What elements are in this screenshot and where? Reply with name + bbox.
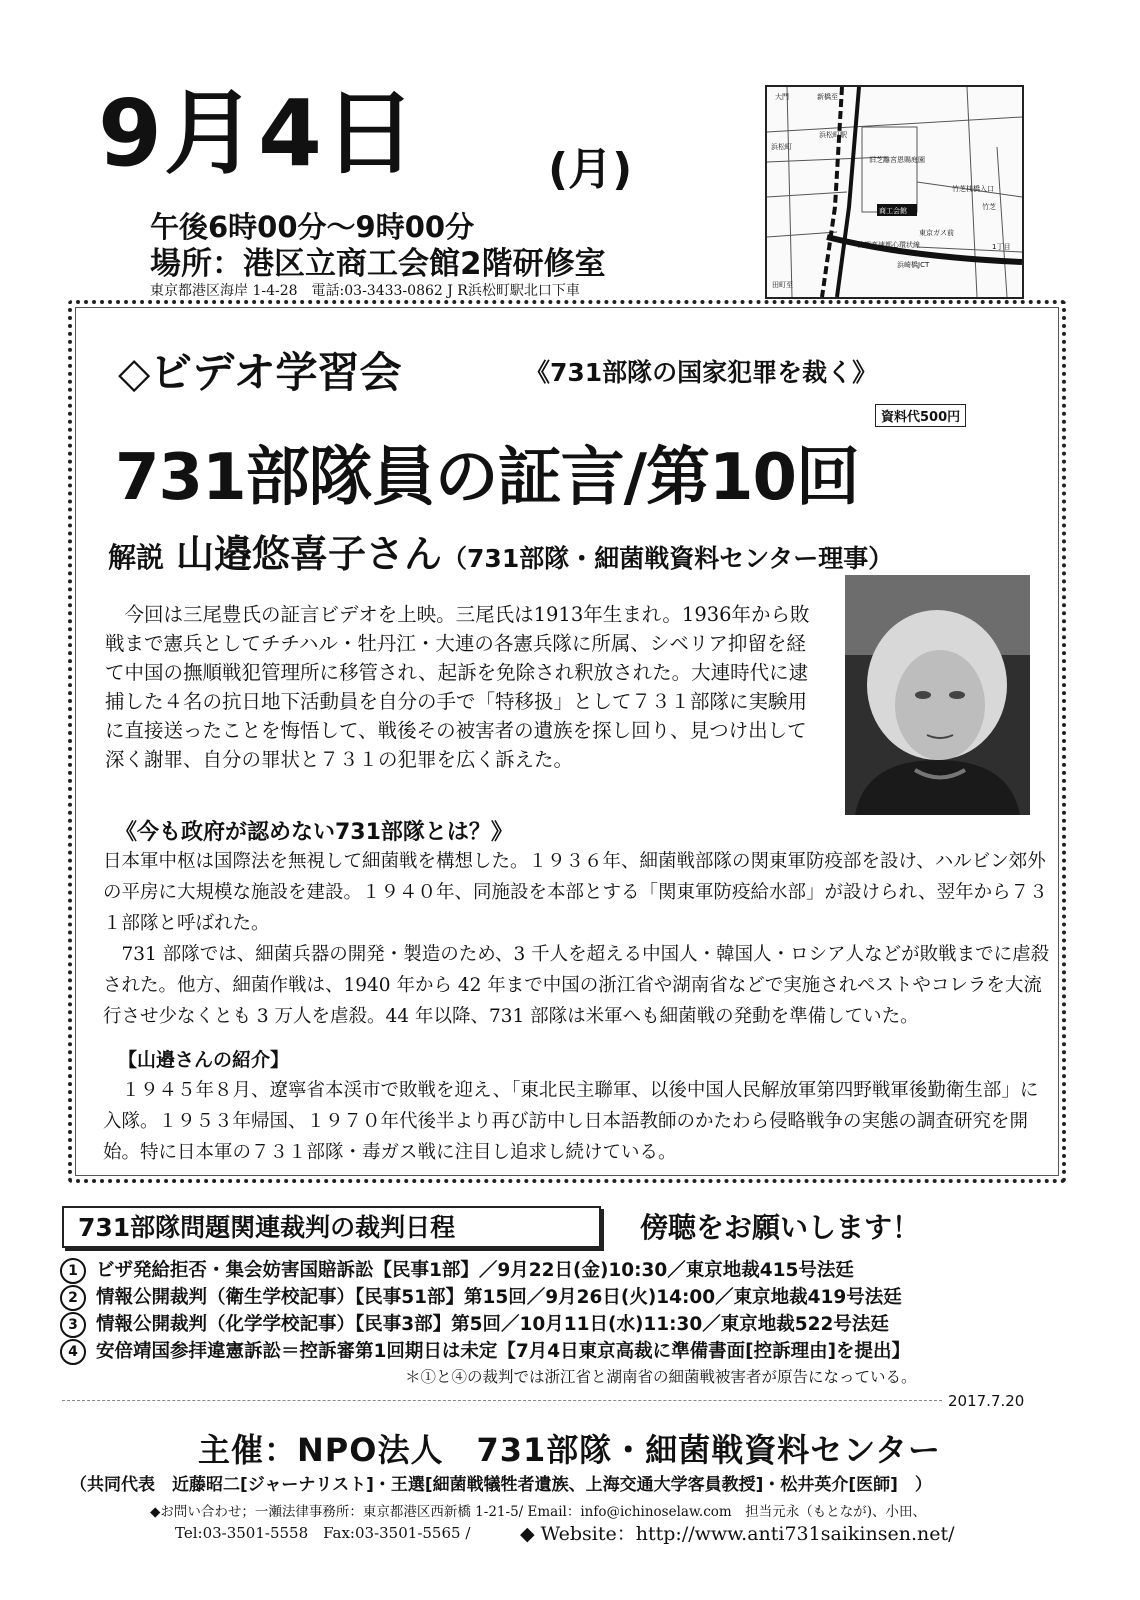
item-number: 1 bbox=[60, 1258, 86, 1284]
video-session-subtitle: 《731部隊の国家犯罪を裁く》 bbox=[525, 358, 878, 387]
map-drawing bbox=[767, 87, 1022, 297]
item-text: 安倍靖国参拝違憲訴訟＝控訴審第1回期日は未定【7月4日東京高裁に準備書面[控訴理由]を提出】 bbox=[96, 1341, 911, 1362]
map-label: 大門 bbox=[775, 93, 789, 101]
website-link[interactable]: ◆ Website：http://www.anti731saikinsen.net/ bbox=[520, 1523, 955, 1545]
item-text: 情報公開裁判（化学学校記事）【民事3部】第5回／10月11日(水)11:30／東京地裁522号法廷 bbox=[96, 1314, 889, 1335]
list-item bbox=[60, 1256, 1060, 1283]
portrait-image bbox=[845, 575, 1030, 815]
commentary-label: 解説 bbox=[108, 541, 165, 574]
map-label: 1丁目 bbox=[992, 243, 1011, 251]
profile-heading: 【山邉さんの紹介】 bbox=[118, 1049, 290, 1071]
map-label: 旧芝離宮恩賜庭園 bbox=[869, 156, 925, 164]
map-label: 浜崎橋JCT bbox=[897, 261, 930, 269]
speaker-portrait bbox=[845, 575, 1030, 815]
issue-date: 2017.7.20 bbox=[948, 1392, 1025, 1410]
co-representatives: （共同代表 近藤昭二[ジャーナリスト]・王選[細菌戦犠牲者遺族、上海交通大学客員教授]・松井英介[医師] ） bbox=[70, 1475, 932, 1495]
list-item bbox=[60, 1283, 1060, 1310]
profile-paragraph: １９４５年８月、遼寧省本渓市で敗戦を迎え、「東北民主聯軍、以後中国人民解放軍第四野戦軍後勤衛生部」に入隊。１９５３年帰国、１９７０年代後半より再び訪中し日本語教師のかたわら侵略戦争の実態の調査研究を開始。特に日本軍の７３１部隊・毒ガス戦に注目し追求し続けている。 bbox=[103, 1080, 1039, 1163]
commentary-line bbox=[108, 523, 893, 578]
map-label: 浜松町 bbox=[771, 143, 792, 151]
map-label: 新橋至 bbox=[817, 93, 838, 101]
map-label: 竹芝桟橋入口 bbox=[952, 185, 994, 193]
map-label: 商工会館 bbox=[879, 207, 907, 215]
map-label: 竹芝 bbox=[982, 203, 996, 211]
schedule-note: ＊①と④の裁判では浙江省と湖南省の細菌戦被害者が原告になっている。 bbox=[405, 1368, 917, 1386]
item-text: ビザ発給拒否・集会妨害国賠訴訟【民事1部】／9月22日(金)10:30／東京地裁415号法廷 bbox=[96, 1260, 854, 1281]
map-label: 東京ガス前 bbox=[919, 229, 954, 237]
map-label: 首都高速都心環状線 bbox=[857, 241, 920, 249]
attendance-request: 傍聴をお願いします！ bbox=[640, 1211, 921, 1244]
map-label: 浜松町駅 bbox=[819, 131, 847, 139]
commentator-affiliation: （731部隊・細菌戦資料センター理事） bbox=[442, 544, 894, 573]
list-item bbox=[60, 1310, 1060, 1337]
main-title: 731部隊員の証言/第10回 bbox=[115, 441, 860, 515]
item-number: 3 bbox=[60, 1312, 86, 1338]
phone-fax: Tel:03-3501-5558 Fax:03-3501-5565 / bbox=[175, 1524, 471, 1542]
schedule-title: 731部隊問題関連裁判の裁判日程 bbox=[78, 1213, 456, 1242]
contact-info: ◆お問い合わせ；一瀬法律事務所：東京都港区西新橋 1-21-5/ Email：info@ichinoselaw.com 担当元永（もとなが)、小田、 bbox=[150, 1504, 926, 1520]
organizer: 主催：NPO法人 731部隊・細菌戦資料センター bbox=[198, 1431, 941, 1469]
event-date: 9月4日 bbox=[98, 80, 419, 187]
video-session-title: ◇ビデオ学習会 bbox=[118, 348, 402, 397]
item-number: 4 bbox=[60, 1339, 86, 1365]
list-item bbox=[60, 1337, 1060, 1364]
item-text: 情報公開裁判（衛生学校記事）【民事51部】第15回／9月26日(火)14:00／東京地裁419号法廷 bbox=[96, 1287, 902, 1308]
venue-address: 東京都港区海岸 1-4-28 電話:03-3433-0862 J R浜松町駅北口下車 bbox=[150, 283, 580, 299]
schedule-list bbox=[60, 1256, 1060, 1364]
history-paragraph-1: 日本軍中枢は国際法を無視して細菌戦を構想した。１９３６年、細菌戦部隊の関東軍防疫部を設け、ハルビン郊外の平房に大規模な施設を建設。１９４０年、同施設を本部とする「関東軍防疫給水部」が設けられ、翌年から７３１部隊と呼ばれた。 bbox=[103, 851, 1048, 934]
intro-paragraph: 今回は三尾豊氏の証言ビデオを上映。三尾氏は1913年生まれ。1936年から敗戦まで憲兵としてチチハル・牡丹江・大連の各憲兵隊に所属、シベリア抑留を経て中国の撫順戦犯管理所に移管され、起訴を免除され釈放された。大連時代に逮捕した４名の抗日地下活動員を自分の手で「特移扱」として７３１部隊に実験用に直接送ったことを悔悟して、戦後その被害者の遺族を探し回り、見つけ出して深く謝罪、自分の罪状と７３１の犯罪を広く訴えた。 bbox=[105, 603, 810, 771]
map-label: 田町至 bbox=[772, 281, 793, 289]
event-venue: 場所：港区立商工会館2階研修室 bbox=[150, 246, 606, 282]
history-text bbox=[103, 846, 1053, 1032]
event-time: 午後6時00分～9時00分 bbox=[150, 210, 475, 244]
divider bbox=[62, 1400, 942, 1401]
item-number: 2 bbox=[60, 1285, 86, 1311]
fee-badge: 資料代500円 bbox=[875, 404, 966, 427]
venue-map bbox=[765, 85, 1024, 299]
event-weekday: (月) bbox=[548, 144, 633, 195]
history-paragraph-2: 731 部隊では、細菌兵器の開発・製造のため、3 千人を超える中国人・韓国人・ロシア人などが敗戦までに虐殺された。他方、細菌作戦は、1940 年から 42 年まで中国の浙江省や湖南省などで実施されペストやコレラを大流行させ少なくとも 3 万人を虐殺。44 年以降、731 部隊は米軍へも細菌戦の発動を準備していた。 bbox=[103, 944, 1050, 1027]
section-heading: 《今も政府が認めない731部隊とは？》 bbox=[115, 820, 513, 845]
commentator-name: 山邉悠喜子さん bbox=[176, 532, 443, 576]
